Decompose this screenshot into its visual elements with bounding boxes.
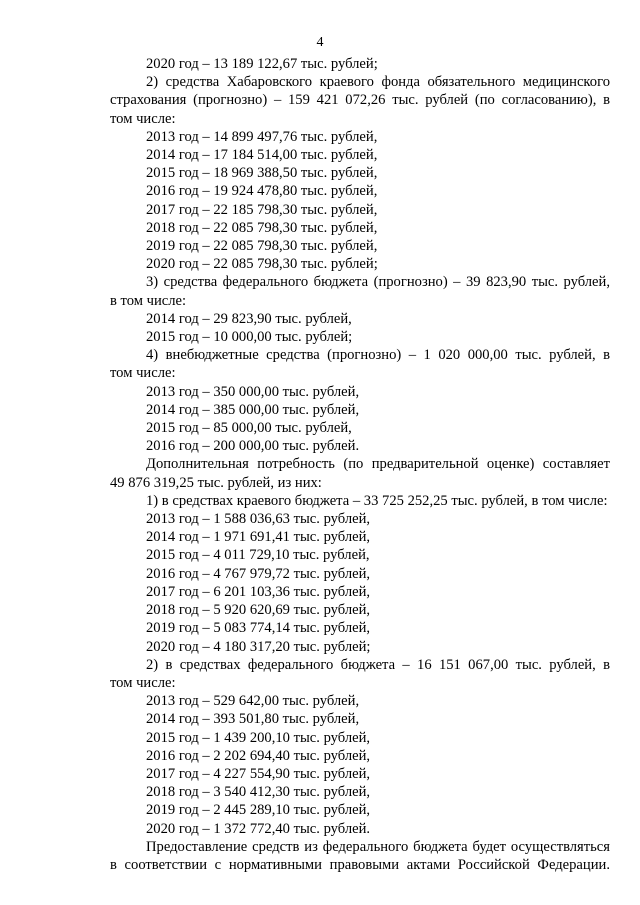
text-line: том числе:	[110, 365, 176, 382]
text-line: 2015 год – 1 439 200,10 тыс. рублей,	[146, 729, 371, 746]
text-line: 2014 год – 29 823,90 тыс. рублей,	[146, 310, 352, 327]
page-number: 4	[316, 35, 324, 50]
text-line: 2016 год – 4 767 979,72 тыс. рублей,	[146, 565, 371, 582]
text-line: 2014 год – 17 184 514,00 тыс. рублей,	[146, 147, 378, 164]
text-line: 2020 год – 13 189 122,67 тыс. рублей;	[146, 56, 378, 72]
text-line: 2019 год – 2 445 289,10 тыс. рублей,	[146, 802, 371, 819]
text-line: 2018 год – 3 540 412,30 тыс. рублей,	[146, 784, 371, 801]
text-line: 2017 год – 4 227 554,90 тыс. рублей,	[146, 765, 371, 782]
text-line: 2019 год – 5 083 774,14 тыс. рублей,	[146, 620, 371, 637]
text-line: 2) средства Хабаровского краевого фонда обязательного медицинского	[146, 74, 610, 91]
text-line: 2017 год – 6 201 103,36 тыс. рублей,	[146, 583, 371, 600]
text-line: 4) внебюджетные средства (прогнозно) – 1 020 000,00 тыс. рублей, в	[146, 347, 610, 364]
text-line: страхования (прогнозно) – 159 421 072,26 тыс. рублей (по согласованию), в	[110, 92, 610, 109]
text-line: 2013 год – 350 000,00 тыс. рублей,	[146, 383, 360, 400]
text-line: 2020 год – 1 372 772,40 тыс. рублей.	[146, 820, 371, 837]
text-line: том числе:	[110, 110, 176, 127]
text-line: 2015 год – 85 000,00 тыс. рублей,	[146, 420, 352, 437]
text-line: 2018 год – 22 085 798,30 тыс. рублей,	[146, 219, 378, 236]
text-line: 2014 год – 385 000,00 тыс. рублей,	[146, 401, 360, 418]
text-line: 3) средства федерального бюджета (прогнозно) – 39 823,90 тыс. рублей,	[146, 274, 610, 291]
text-line: 2020 год – 4 180 317,20 тыс. рублей;	[146, 638, 371, 655]
text-line: том числе:	[110, 674, 176, 691]
text-line: 2014 год – 1 971 691,41 тыс. рублей,	[146, 529, 371, 546]
text-line: 2) в средствах федерального бюджета – 16 151 067,00 тыс. рублей, в	[146, 656, 610, 673]
text-line: Дополнительная потребность (по предварительной оценке) составляет	[146, 456, 610, 473]
text-line: 2013 год – 1 588 036,63 тыс. рублей,	[146, 511, 371, 528]
text-line: в том числе:	[110, 292, 187, 309]
text-line: 2019 год – 22 085 798,30 тыс. рублей,	[146, 238, 378, 255]
text-line: 2013 год – 14 899 497,76 тыс. рублей,	[146, 128, 378, 145]
text-line: 1) в средствах краевого бюджета – 33 725 252,25 тыс. рублей, в том числе:	[146, 492, 608, 509]
text-line: 2014 год – 393 501,80 тыс. рублей,	[146, 711, 360, 728]
text-line: 2015 год – 4 011 729,10 тыс. рублей,	[146, 547, 370, 564]
text-line: 2015 год – 18 969 388,50 тыс. рублей,	[146, 165, 378, 182]
text-line: 2016 год – 19 924 478,80 тыс. рублей,	[146, 183, 378, 200]
text-line: 49 876 319,25 тыс. рублей, из них:	[110, 474, 322, 491]
text-line: 2020 год – 22 085 798,30 тыс. рублей;	[146, 256, 378, 273]
text-line: 2018 год – 5 920 620,69 тыс. рублей,	[146, 602, 371, 619]
text-line: 2016 год – 200 000,00 тыс. рублей.	[146, 438, 360, 455]
text-line: 2015 год – 10 000,00 тыс. рублей;	[146, 329, 353, 346]
text-line: Предоставление средств из федерального бюджета будет осуществляться	[146, 838, 610, 855]
text-line: 2013 год – 529 642,00 тыс. рублей,	[146, 693, 360, 710]
document-body	[110, 55, 610, 874]
text-line: 2016 год – 2 202 694,40 тыс. рублей,	[146, 747, 371, 764]
text-line: 2017 год – 22 185 798,30 тыс. рублей,	[146, 201, 378, 218]
text-line: в соответствии с нормативными правовыми актами Российской Федерации.	[110, 856, 610, 873]
